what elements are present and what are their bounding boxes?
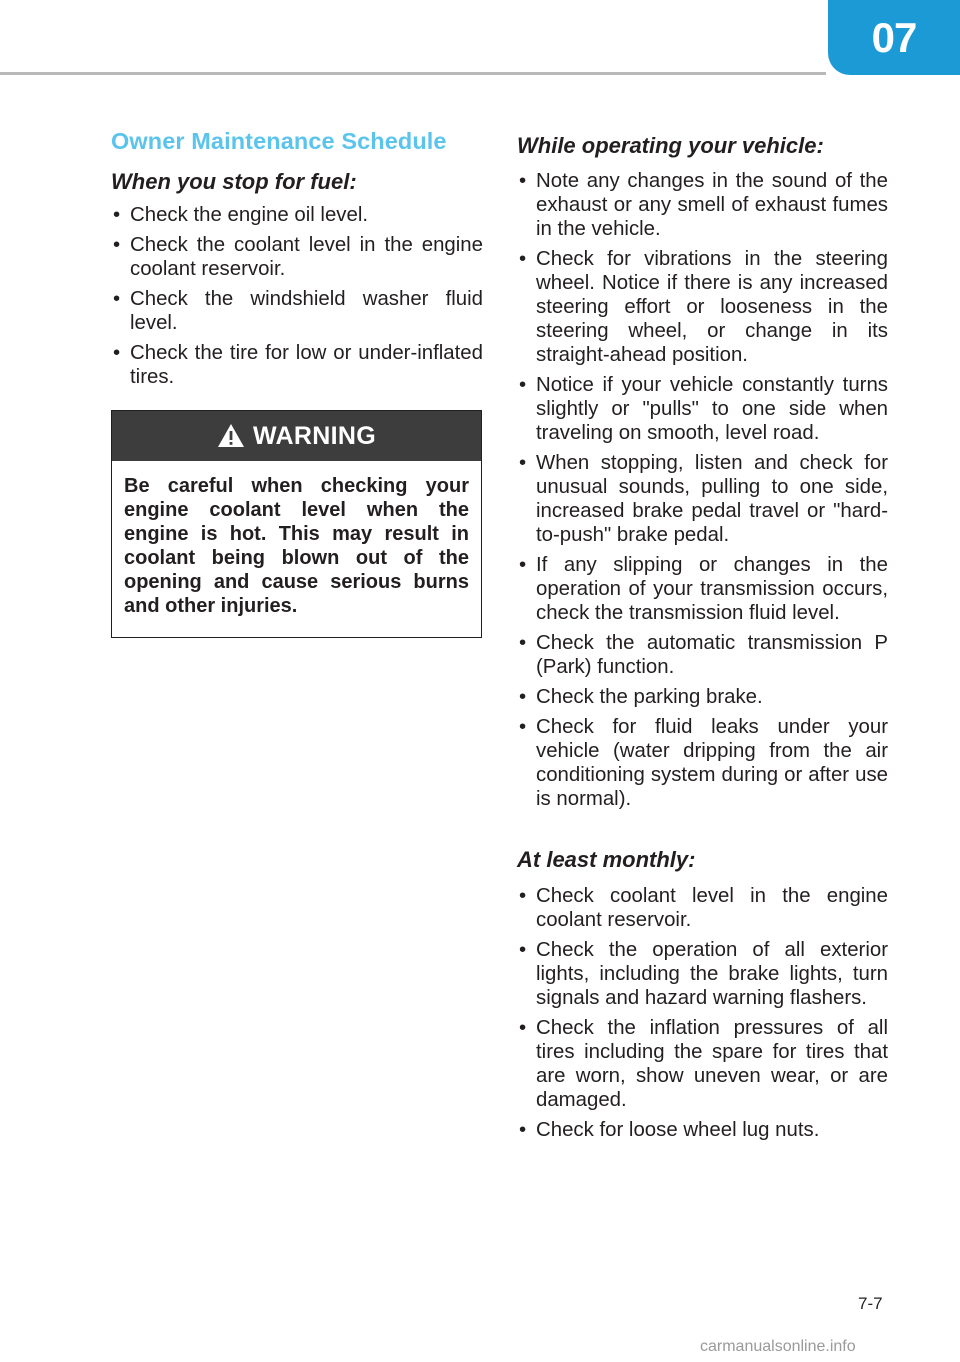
list-item: • Check the parking brake. [517, 685, 888, 709]
list-item: • Note any changes in the sound of the exhaust or any smell of exhaust fumes in the vehicle. [517, 169, 888, 241]
list-item: • If any slipping or changes in the operation of your transmission occurs, check the transmission fluid level. [517, 553, 888, 625]
operating-list [517, 169, 888, 811]
warning-text: Be careful when checking your engine coolant level when the engine is hot. This may result in coolant being blown out of the opening and cause serious burns and other injuries. [124, 475, 469, 617]
warning-box [111, 410, 482, 638]
list-item: • Check the automatic transmission P (Park) function. [517, 631, 888, 679]
section-title: Owner Maintenance Schedule [111, 128, 447, 154]
watermark: carmanualsonline.info [700, 1338, 856, 1355]
chapter-tab: 07 [828, 0, 960, 75]
header-rule [0, 72, 826, 75]
page-number: 7-7 [858, 1294, 883, 1313]
list-item: • Check the engine oil level. [111, 203, 483, 227]
monthly-list [517, 884, 888, 1142]
list-item: • Check coolant level in the engine coolant reservoir. [517, 884, 888, 932]
list-item: • Check for fluid leaks under your vehicle (water dripping from the air conditioning system during or after use is normal). [517, 715, 888, 811]
list-item: • Check the tire for low or under-inflated tires. [111, 341, 483, 389]
list-item: • Check the inflation pressures of all tires including the spare for tires that are worn, show uneven wear, or are damaged. [517, 1016, 888, 1112]
warning-header [112, 411, 481, 461]
list-item: • Check the coolant level in the engine coolant reservoir. [111, 233, 483, 281]
fuel-heading: When you stop for fuel: [111, 169, 357, 194]
list-item: • Check for loose wheel lug nuts. [517, 1118, 888, 1142]
list-item: • When stopping, listen and check for unusual sounds, pulling to one side, increased brake pedal travel or "hard-to-push" brake pedal. [517, 451, 888, 547]
fuel-list [111, 203, 483, 389]
warning-label: WARNING [253, 421, 376, 450]
monthly-heading: At least monthly: [517, 847, 696, 872]
warning-triangle-icon [217, 423, 245, 448]
list-item: • Notice if your vehicle constantly turns slightly or "pulls" to one side when traveling on smooth, level road. [517, 373, 888, 445]
left-column [111, 128, 483, 395]
right-column [517, 128, 888, 1148]
operating-heading: While operating your vehicle: [517, 133, 824, 158]
list-item: • Check the windshield washer fluid level. [111, 287, 483, 335]
list-item: • Check for vibrations in the steering wheel. Notice if there is any increased steering effort or looseness in the steering wheel, or change in its straight-ahead position. [517, 247, 888, 367]
list-item: • Check the operation of all exterior lights, including the brake lights, turn signals and hazard warning flashers. [517, 938, 888, 1010]
